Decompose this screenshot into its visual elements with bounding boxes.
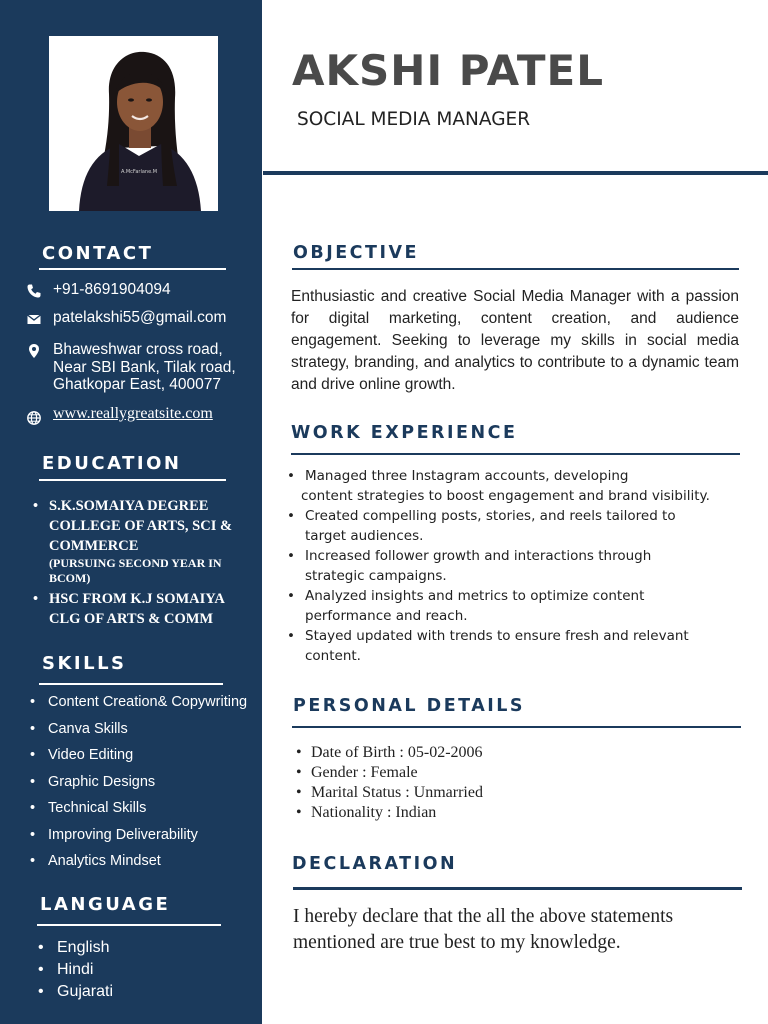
skill-item: • Video Editing — [30, 745, 247, 772]
work-item-line: content strategies to boost engagement and brand visibility. — [301, 488, 710, 504]
website-row — [26, 405, 213, 426]
work-item — [287, 506, 757, 546]
personal-details-list — [296, 743, 483, 823]
skill-item: • Improving Deliverability — [30, 825, 247, 852]
location-pin-icon — [26, 343, 42, 359]
declaration-divider — [293, 887, 742, 890]
phone-number[interactable]: +91-8691904094 — [53, 281, 171, 298]
postal-address: Bhaweshwar cross road, Near SBI Bank, Tilak road, Ghatkopar East, 400077 — [53, 341, 236, 393]
skill-item: • Graphic Designs — [30, 772, 247, 799]
personal-detail-item: • Nationality : Indian — [296, 803, 483, 823]
website-link[interactable]: www.reallygreatsite.com — [53, 405, 213, 422]
objective-text: Enthusiastic and creative Social Media Manager with a passion for digital marketing, content creation, and audience engagement. Seeking to leverage my skills in social media strategy, branding, and analytics to contribute to a dynamic team and drive online growth. — [291, 288, 739, 393]
declaration-heading: DECLARATION — [292, 854, 458, 874]
address-row — [26, 341, 236, 394]
profile-photo — [49, 36, 218, 211]
education-institution: HSC FROM K.J SOMAIYA CLG OF ARTS & COMM — [49, 591, 225, 627]
work-experience-divider — [291, 453, 740, 455]
phone-icon — [26, 283, 42, 299]
work-item — [287, 586, 757, 626]
education-item — [30, 496, 258, 586]
work-item-line: strategic campaigns. — [305, 568, 447, 584]
contact-heading: CONTACT — [42, 243, 154, 264]
education-divider — [39, 479, 226, 481]
declaration-text: I hereby declare that the all the above statements mentioned are true best to my knowledge. — [293, 906, 674, 953]
personal-details-heading: PERSONAL DETAILS — [293, 696, 526, 716]
language-divider — [37, 924, 221, 926]
education-heading: EDUCATION — [42, 453, 182, 474]
work-item — [287, 546, 757, 586]
work-item-line: Increased follower growth and interactions through — [305, 548, 652, 564]
work-item-line: Managed three Instagram accounts, developing — [305, 468, 629, 484]
phone-row — [26, 281, 171, 299]
email-address[interactable]: patelakshi55@gmail.com — [53, 309, 227, 326]
skill-item: • Canva Skills — [30, 719, 247, 746]
objective-divider — [292, 268, 739, 270]
personal-detail-item: • Marital Status : Unmarried — [296, 783, 483, 803]
skill-item: • Analytics Mindset — [30, 851, 247, 878]
work-experience-heading: WORK EXPERIENCE — [291, 423, 518, 443]
mail-icon — [26, 311, 42, 327]
language-item: • Gujarati — [38, 982, 113, 1004]
language-item: • Hindi — [38, 960, 113, 982]
work-item-line: Created compelling posts, stories, and reels tailored to — [305, 508, 676, 524]
candidate-name: AKSHI PATEL — [292, 46, 604, 95]
work-item-line: target audiences. — [305, 528, 424, 544]
language-heading: LANGUAGE — [40, 894, 171, 915]
skills-list — [30, 692, 247, 878]
objective-heading: OBJECTIVE — [293, 243, 419, 263]
svg-text:A.McFarlane.M: A.McFarlane.M — [120, 169, 158, 175]
skill-item: • Content Creation& Copywriting — [30, 692, 247, 719]
globe-icon — [26, 410, 42, 426]
language-item: • English — [38, 938, 113, 960]
education-note: (PURSUING SECOND YEAR IN BCOM) — [49, 556, 222, 585]
email-row — [26, 309, 226, 327]
work-item — [287, 466, 757, 506]
education-institution: S.K.SOMAIYA DEGREE COLLEGE OF ARTS, SCI & COMMERCE — [49, 498, 233, 554]
skill-item: • Technical Skills — [30, 798, 247, 825]
education-list — [30, 496, 258, 629]
sidebar — [0, 0, 262, 1024]
work-item-line: content. — [305, 648, 361, 664]
education-item — [30, 589, 258, 629]
work-experience-list — [287, 466, 757, 666]
personal-detail-item: • Gender : Female — [296, 763, 483, 783]
contact-divider — [39, 268, 226, 270]
work-item — [287, 626, 757, 666]
work-item-line: Analyzed insights and metrics to optimize content — [305, 588, 645, 604]
language-list — [38, 938, 113, 1004]
work-item-line: Stayed updated with trends to ensure fresh and relevant — [305, 628, 689, 644]
personal-details-divider — [292, 726, 741, 728]
personal-detail-item: • Date of Birth : 05-02-2006 — [296, 743, 483, 763]
skills-divider — [39, 683, 223, 685]
job-title: SOCIAL MEDIA MANAGER — [297, 109, 531, 130]
header-divider — [263, 171, 768, 175]
work-item-line: performance and reach. — [305, 608, 468, 624]
skills-heading: SKILLS — [42, 653, 127, 674]
